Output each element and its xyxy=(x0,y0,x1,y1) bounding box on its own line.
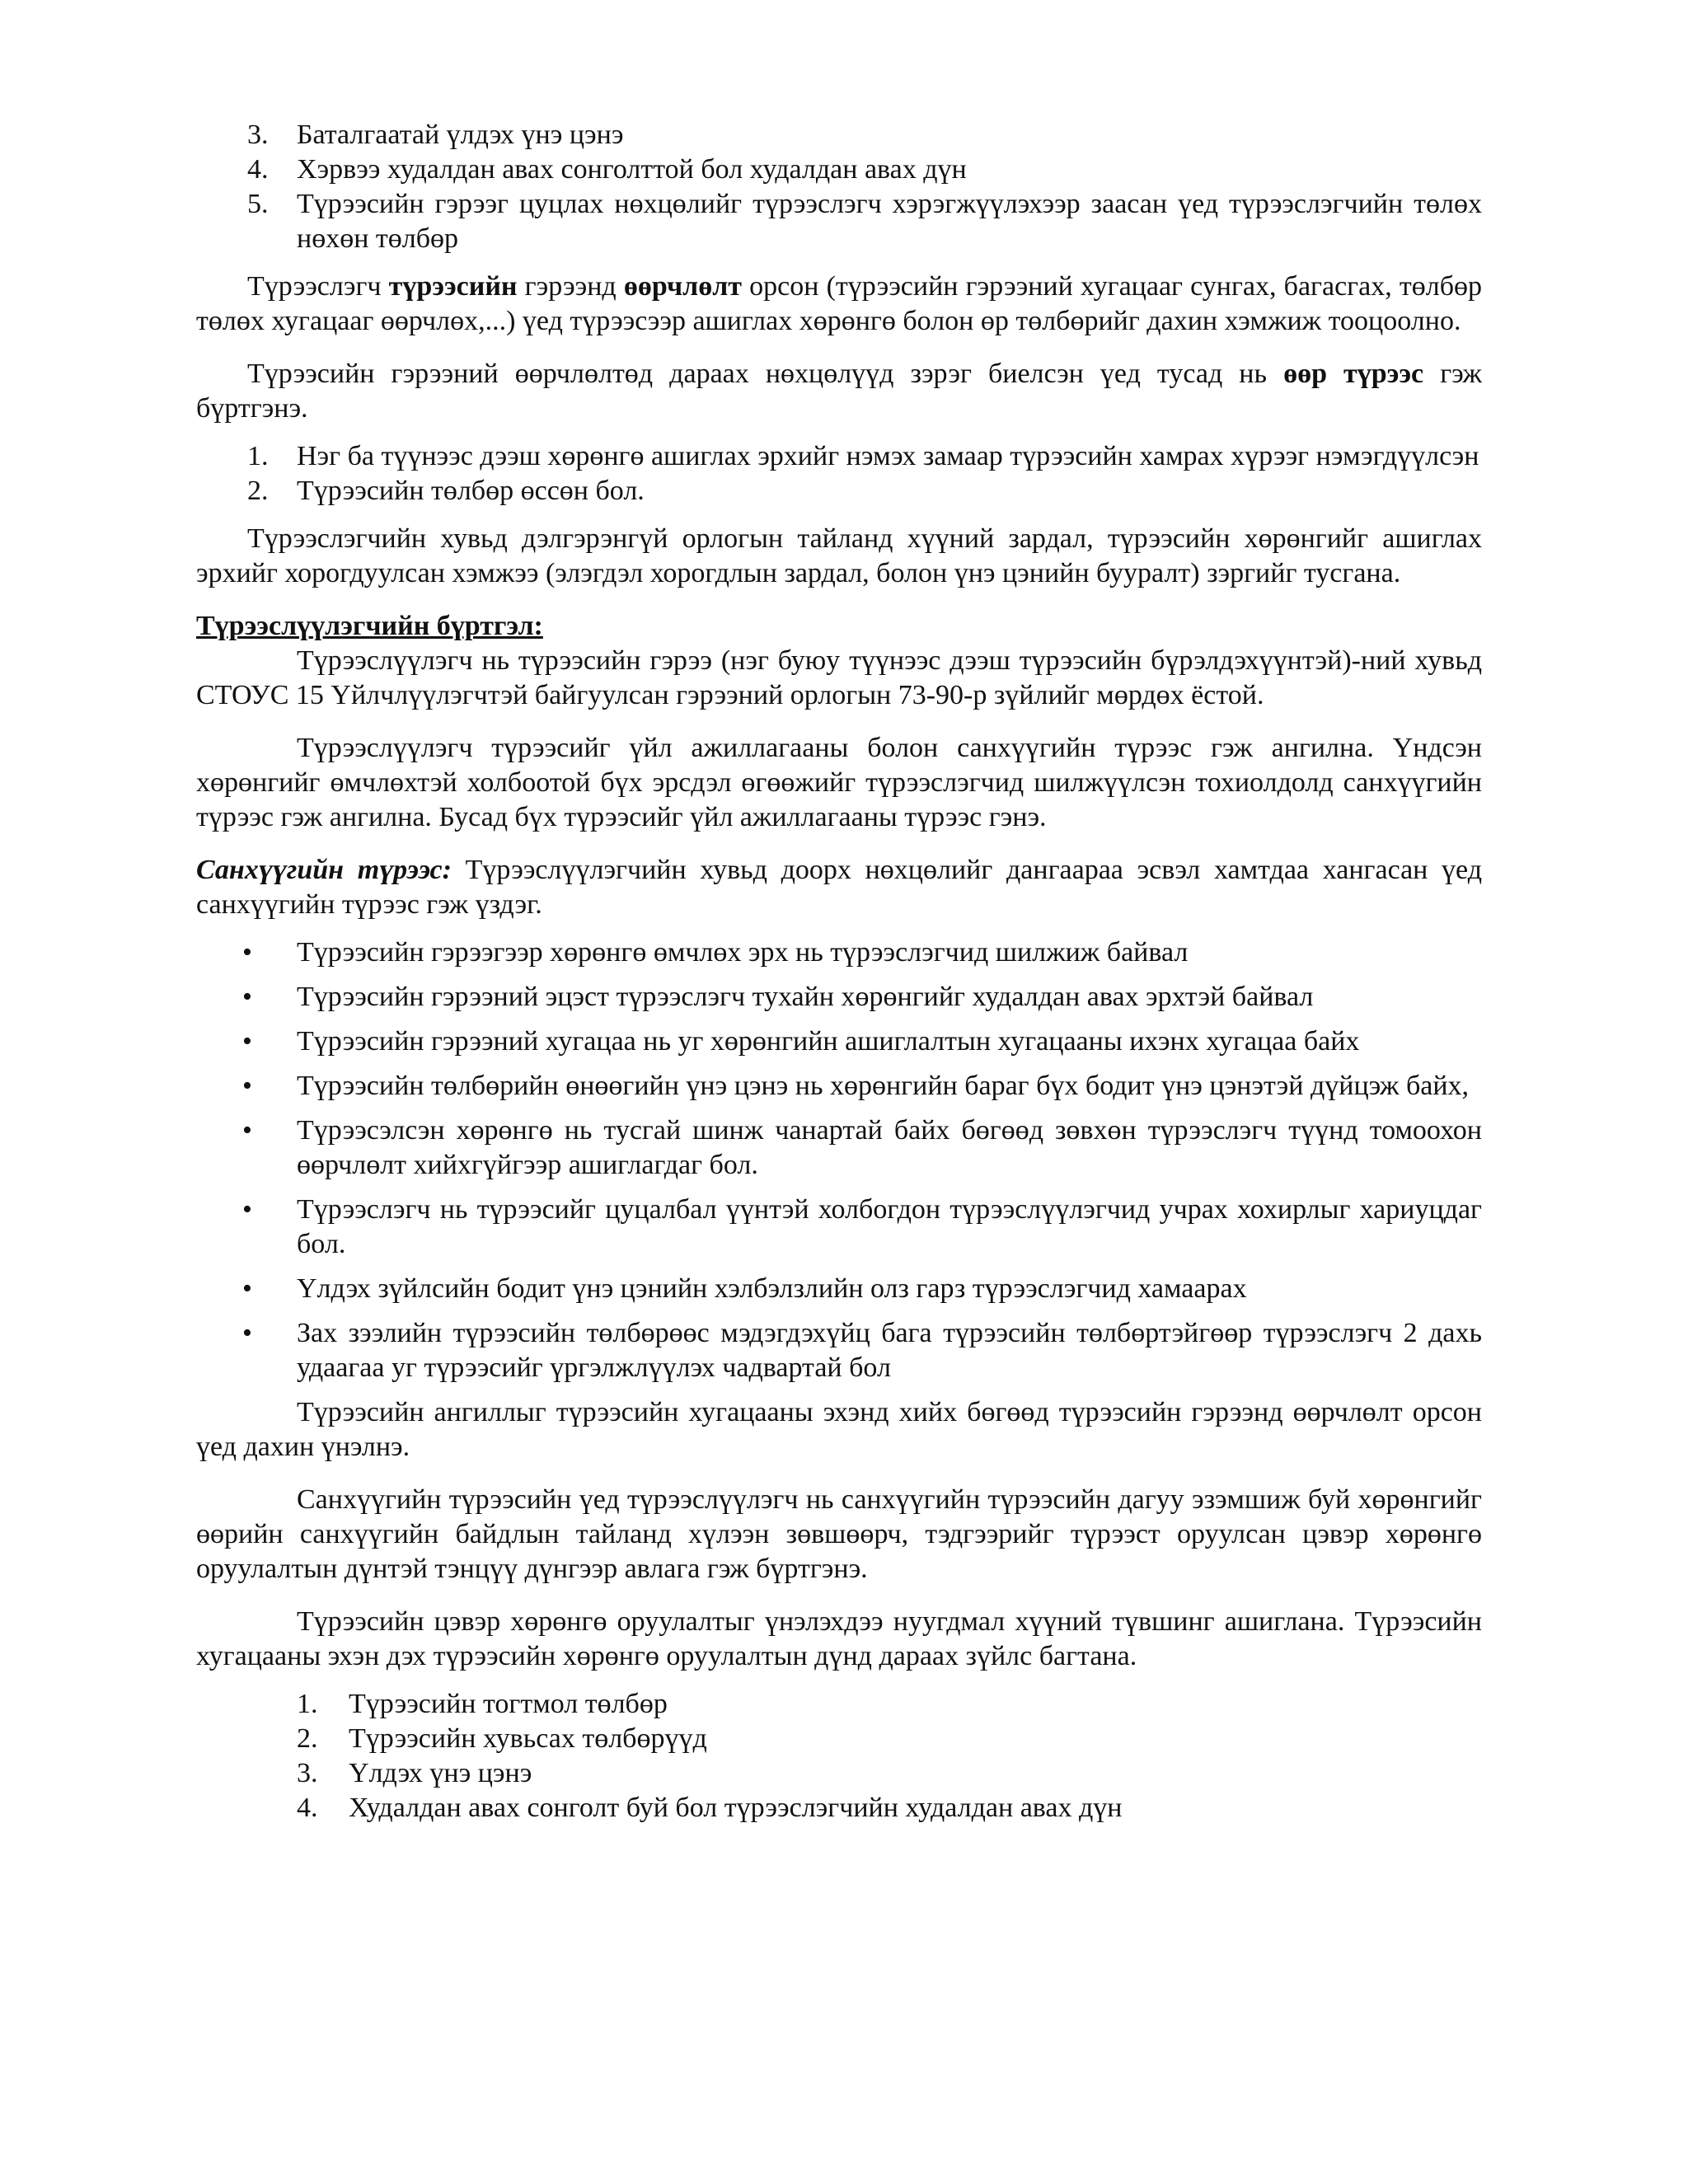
paragraph-lessor-classification: Түрээслүүлэгч түрээсийг үйл ажиллагааны болон санхүүгийн түрээс гэж ангилна. Үндсэн хөрөнгийг өмчлөхтэй холбоотой бүх эрсдэл өгөөжийг түрээслэгчид шилжүүлсэн тохиолдолд санхүүгийн түрээс гэж ангилна. Бусад бүх түрээсийг үйл ажиллагааны түрээс гэнэ. xyxy=(196,733,1482,832)
paragraph-finance-lease-receivable: Санхүүгийн түрээсийн үед түрээслүүлэгч нь санхүүгийн түрээсийн дагуу эзэмшиж буй хөрөнгийг өөрийн санхүүгийн байдлын тайланд хүлээн зөвшөөрч, тэдгээрийг түрээст оруулсан цэвэр хөрөнгө оруулалтын дүнтэй тэнцүү дүнгээр авлага гэж бүртгэнэ. xyxy=(196,1484,1482,1584)
bullet-marker: • xyxy=(242,1318,252,1348)
list-item xyxy=(196,439,1482,474)
list-item xyxy=(196,935,1482,970)
list-item xyxy=(196,1024,1482,1059)
list-item xyxy=(196,1791,1482,1825)
list-item xyxy=(196,1193,1482,1262)
list-marker: 2. xyxy=(247,476,269,506)
section-heading-lessor: Түрээслүүлэгчийн бүртгэл: xyxy=(196,611,543,641)
paragraph-lessee-income-statement: Түрээслэгчийн хувьд дэлгэрэнгүй орлогын тайланд хүүний зардал, түрээсийн хөрөнгийг ашиглах эрхийг хорогдуулсан хэмжээ (элэгдэл хорогдлын зардал, болон үнэ цэнийн бууралт) зэргийг тусгана. xyxy=(196,523,1482,588)
list-item xyxy=(196,1687,1482,1722)
list-marker: 4. xyxy=(297,1793,318,1823)
list-item xyxy=(196,980,1482,1015)
list-item-text: Түрээсийн тогтмол төлбөр xyxy=(349,1689,668,1719)
list-item xyxy=(196,1722,1482,1756)
list-item-text: Нэг ба түүнээс дээш хөрөнгө ашиглах эрхийг нэмэх замаар түрээсийн хамрах хүрээг нэмэгдүүлсэн xyxy=(297,441,1479,471)
paragraph-separate-lease xyxy=(196,357,1482,426)
bold-text: өөр түрээс xyxy=(1283,359,1424,389)
list-item-text: Үлдэх үнэ цэнэ xyxy=(349,1758,532,1788)
list-marker: 5. xyxy=(247,189,269,219)
list-item-text: Түрээслэгч нь түрээсийг цуцалбал үүнтэй холбогдон түрээслүүлэгчид учрах хохирлыг хариуцдаг бол. xyxy=(297,1194,1482,1259)
list-item xyxy=(196,118,1482,152)
bullet-marker: • xyxy=(242,1071,252,1101)
list-item-text: Түрээсэлсэн хөрөнгө нь тусгай шинж чанартай байх бөгөөд зөвхөн түрээслэгч түүнд томоохон өөрчлөлт хийхгүйгээр ашиглагдаг бол. xyxy=(297,1115,1482,1180)
list-item-text: Худалдан авах сонголт буй бол түрээслэгчийн худалдан авах дүн xyxy=(349,1793,1123,1823)
paragraph-lease-modification xyxy=(196,269,1482,339)
bullet-marker: • xyxy=(242,1194,252,1225)
numbered-list-net-investment-items xyxy=(196,1687,1482,1825)
list-item-text: Түрээсийн төлбөр өссөн бол. xyxy=(297,476,645,506)
bullet-marker: • xyxy=(242,937,252,968)
bullet-marker: • xyxy=(242,1115,252,1146)
list-item-text: Түрээсийн гэрээний эцэст түрээслэгч тухайн хөрөнгийг худалдан авах эрхтэй байвал xyxy=(297,982,1314,1012)
text-run: гэрээнд xyxy=(517,271,624,302)
bullet-marker: • xyxy=(242,1273,252,1304)
text-run: Түрээслэгч xyxy=(247,271,389,302)
list-item xyxy=(196,187,1482,256)
list-item-text: Түрээсийн гэрээгээр хөрөнгө өмчлөх эрх нь түрээслэгчид шилжиж байвал xyxy=(297,937,1189,968)
list-item xyxy=(196,1316,1482,1385)
list-item xyxy=(196,1113,1482,1183)
list-item-text: Түрээсийн хувьсах төлбөрүүд xyxy=(349,1723,707,1754)
bold-text: түрээсийн xyxy=(388,271,518,302)
list-item-text: Хэрвээ худалдан авах сонголттой бол худалдан авах дүн xyxy=(297,154,967,185)
list-item xyxy=(196,1069,1482,1104)
text-run: орсон (түрээсийн гэрээний хугацааг сунгах, багасгах, төлбөр төлөх хугацааг өөрчлөх,...) үед түрээсээр ашиглах хөрөнгө болон өр төлбөрийг дахин хэмжиж тооцоолно. xyxy=(196,271,1482,336)
list-item-text: Үлдэх зүйлсийн бодит үнэ цэнийн хэлбэлзлийн олз гарз түрээслэгчид хамаарах xyxy=(297,1273,1247,1304)
text-run: Түрээсийн гэрээний өөрчлөлтөд дараах нөхцөлүүд зэрэг биелсэн үед тусад нь xyxy=(247,359,1284,389)
list-marker: 2. xyxy=(297,1723,318,1754)
list-marker: 3. xyxy=(247,120,269,150)
list-marker: 4. xyxy=(247,154,269,185)
list-item xyxy=(196,474,1482,509)
text-run: Түрээслүүлэгчийн хувьд доорх нөхцөлийг дангаараа эсвэл хамтдаа хангасан үед санхүүгийн түрээс гэж үздэг. xyxy=(196,855,1483,920)
list-item-text: Түрээсийн гэрээний хугацаа нь уг хөрөнгийн ашиглалтын хугацааны ихэнх хугацаа байх xyxy=(297,1026,1360,1057)
list-item xyxy=(196,152,1482,187)
text-run: гэж бүртгэнэ. xyxy=(196,359,1482,424)
list-item-text: Зах зээлийн түрээсийн төлбөрөөс мэдэгдэхүйц бага түрээсийн төлбөртэйгөөр түрээслэгч 2 дахь удаагаа уг түрээсийг үргэлжлүүлэх чадвартай бол xyxy=(297,1318,1482,1383)
list-item-text: Баталгаатай үлдэх үнэ цэнэ xyxy=(297,120,624,150)
list-item-text: Түрээсийн төлбөрийн өнөөгийн үнэ цэнэ нь хөрөнгийн бараг бүх бодит үнэ цэнэтэй дүйцэж байх, xyxy=(297,1071,1470,1101)
numbered-list-conditions xyxy=(196,439,1482,509)
list-marker: 3. xyxy=(297,1758,318,1788)
bold-italic-term: Санхүүгийн түрээс: xyxy=(196,855,452,885)
paragraph-lessor-ifrs15: Түрээслүүлэгч нь түрээсийн гэрээ (нэг буюу түүнээс дээш түрээсийн бүрэлдэхүүнтэй)-ний хувьд СТОУС 15 Үйлчлүүлэгчтэй байгуулсан гэрээний орлогын 73-90-р зүйлийг мөрдөх ёстой. xyxy=(196,645,1482,710)
list-marker: 1. xyxy=(247,441,269,471)
paragraph-finance-lease xyxy=(196,853,1482,922)
paragraph-net-investment: Түрээсийн цэвэр хөрөнгө оруулалтыг үнэлэхдээ нуугдмал хүүний түвшинг ашиглана. Түрээсийн хугацааны эхэн дэх түрээсийн хөрөнгө оруулалтын дүнд дараах зүйлс багтана. xyxy=(196,1606,1482,1671)
numbered-list-lease-payments xyxy=(196,118,1482,256)
bullet-marker: • xyxy=(242,982,252,1012)
paragraph-classification-timing: Түрээсийн ангиллыг түрээсийн хугацааны эхэнд хийх бөгөөд түрээсийн гэрээнд өөрчлөлт орсон үед дахин үнэлнэ. xyxy=(196,1397,1482,1462)
list-marker: 1. xyxy=(297,1689,318,1719)
list-item xyxy=(196,1756,1482,1791)
bullet-marker: • xyxy=(242,1026,252,1057)
bold-text: өөрчлөлт xyxy=(623,271,742,302)
list-item xyxy=(196,1272,1482,1306)
list-item-text: Түрээсийн гэрээг цуцлах нөхцөлийг түрээслэгч хэрэгжүүлэхээр заасан үед түрээслэгчийн төлөх нөхөн төлбөр xyxy=(297,189,1482,254)
bullet-list-finance-lease-criteria xyxy=(196,935,1482,1385)
